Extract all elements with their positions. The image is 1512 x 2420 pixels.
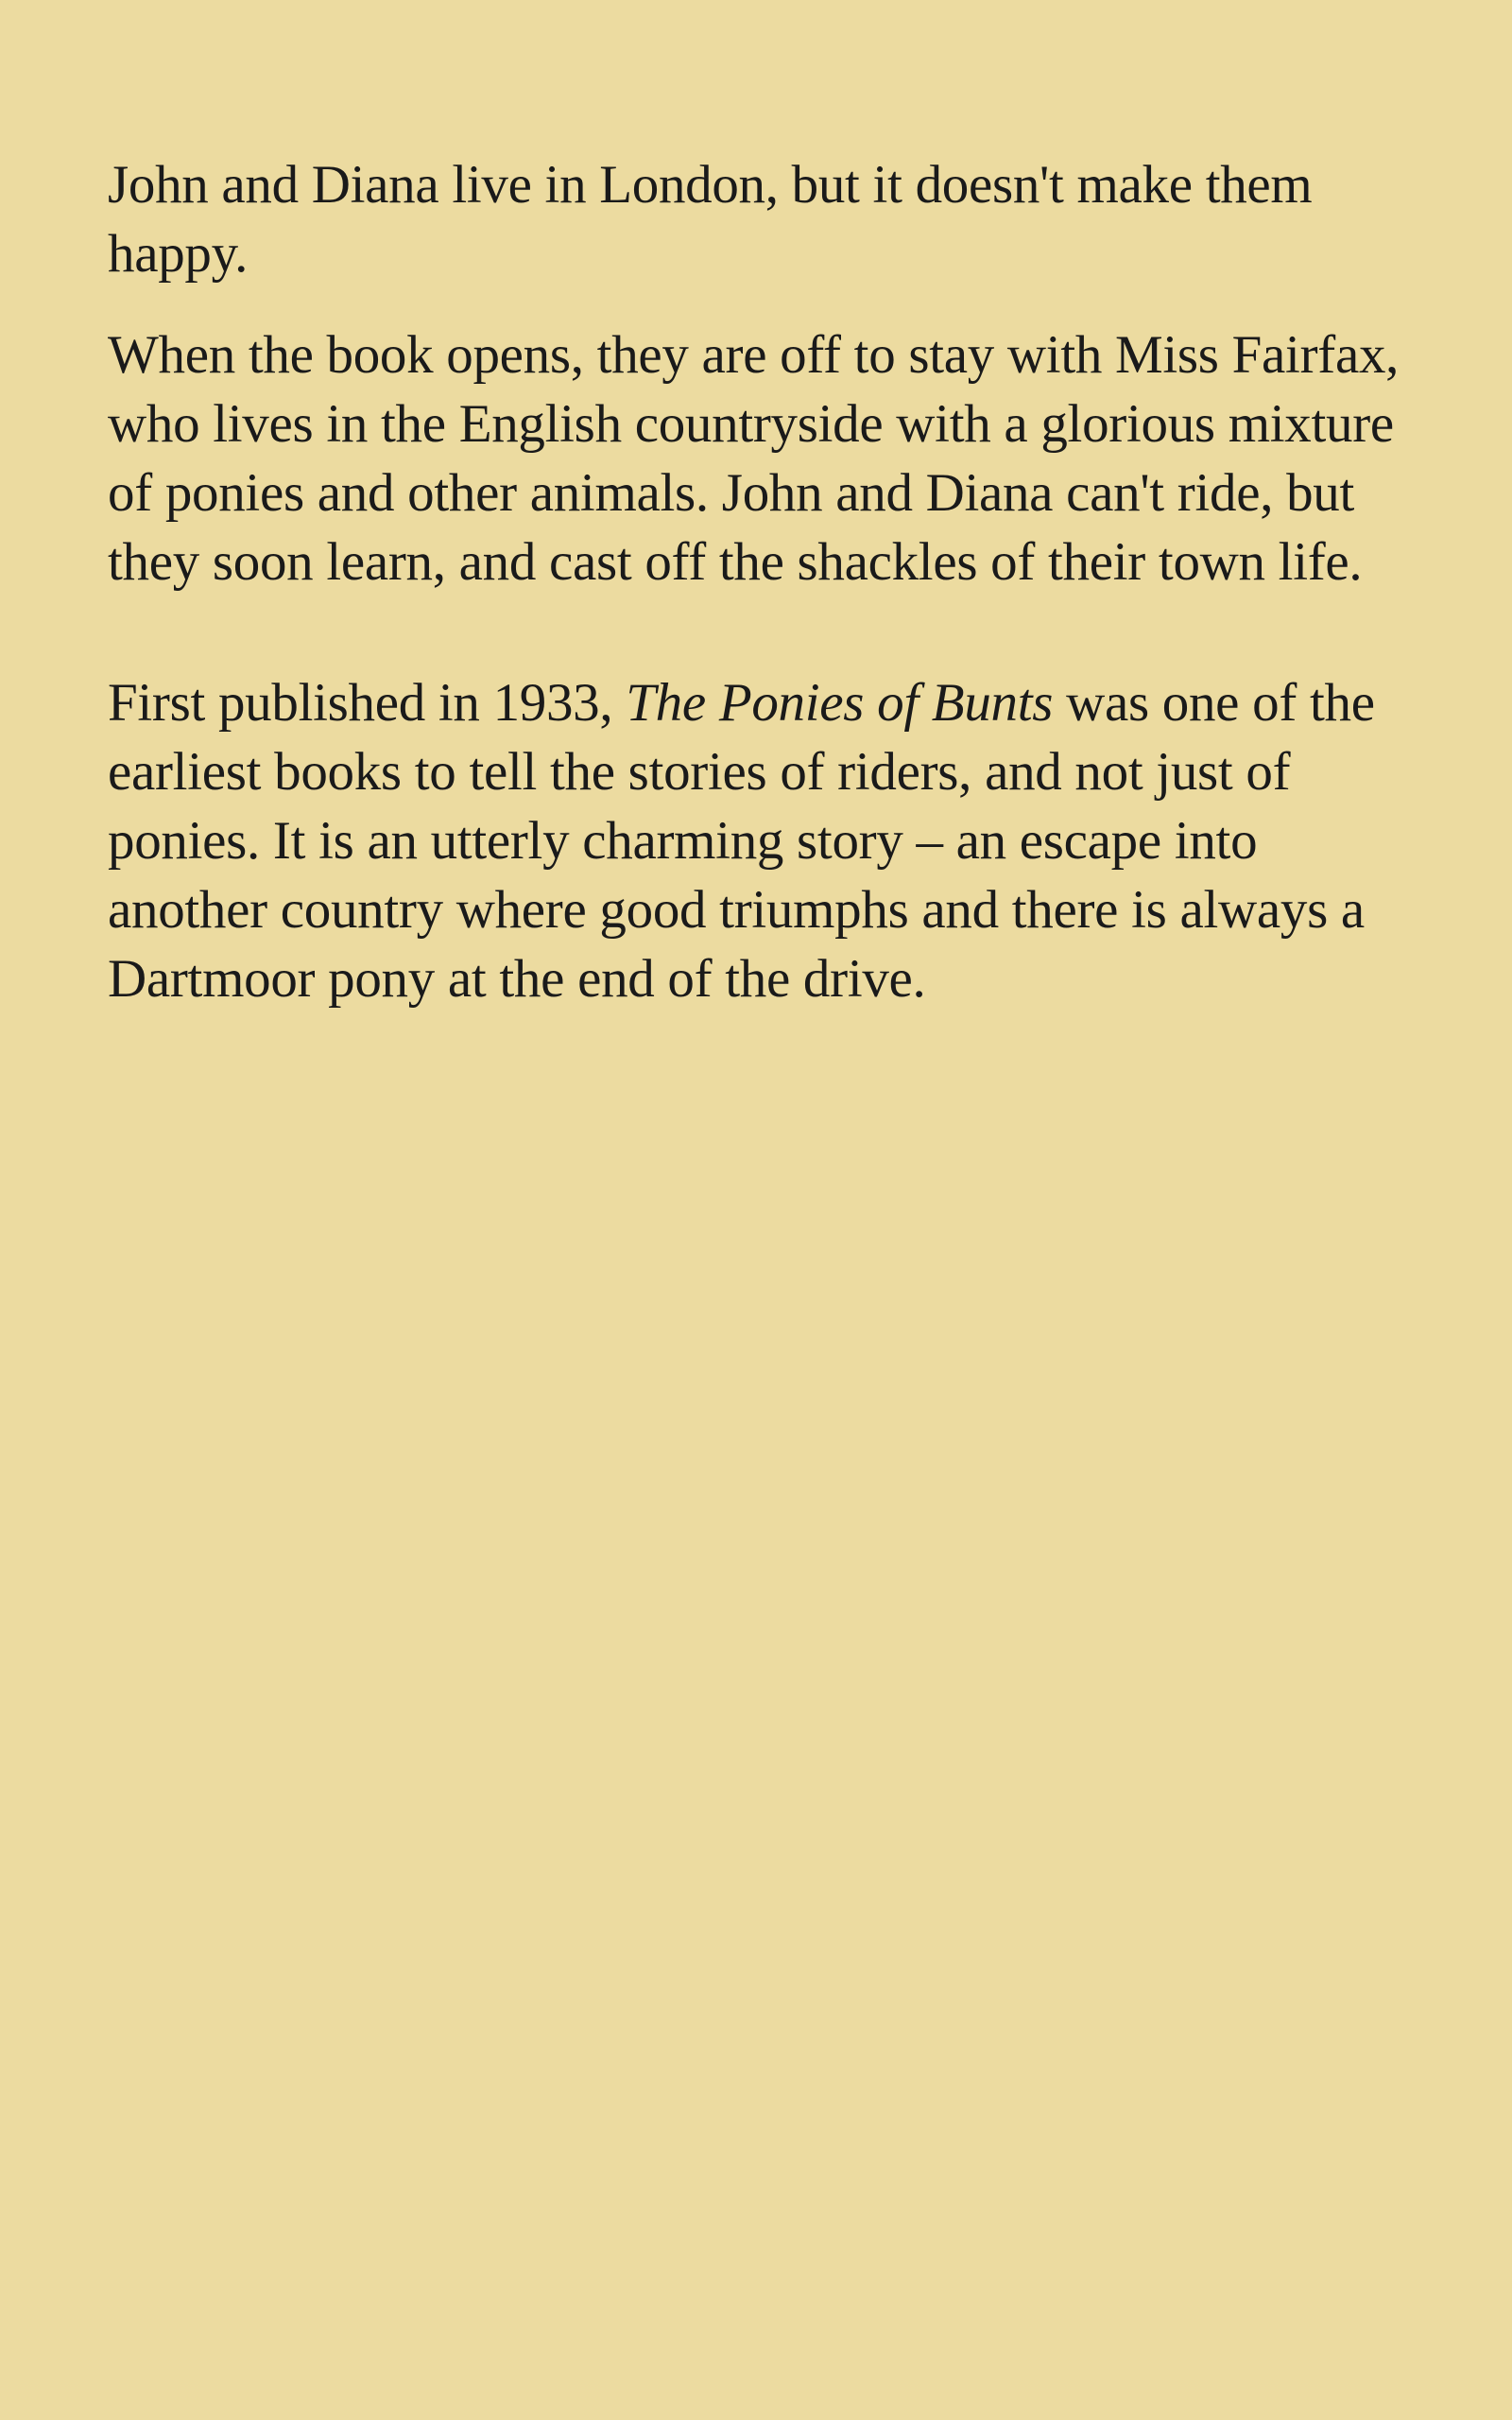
paragraph-plot: When the book opens, they are off to stay with Miss Fairfax, who lives in the English countryside with a glorious mixture of ponies and other animals. John and Diana can't ride, but they soon learn, and cast off the shackles of their town life. — [108, 324, 1400, 592]
book-title-italic: The Ponies of Bunts — [626, 672, 1054, 733]
paragraph-text-lead: First published in 1933, — [108, 672, 627, 733]
paragraph-publication — [108, 669, 1427, 1014]
paragraph-intro: John and Diana live in London, but it doesn't make them happy. — [108, 155, 1313, 284]
paragraph-text-rest: was one of the earliest books to tell the stories of riders, and not just of ponies. It is an utterly charming story – an escape into another country where good triumphs and there is always a Dartmoor pony at the end of the drive. — [108, 672, 1375, 1009]
